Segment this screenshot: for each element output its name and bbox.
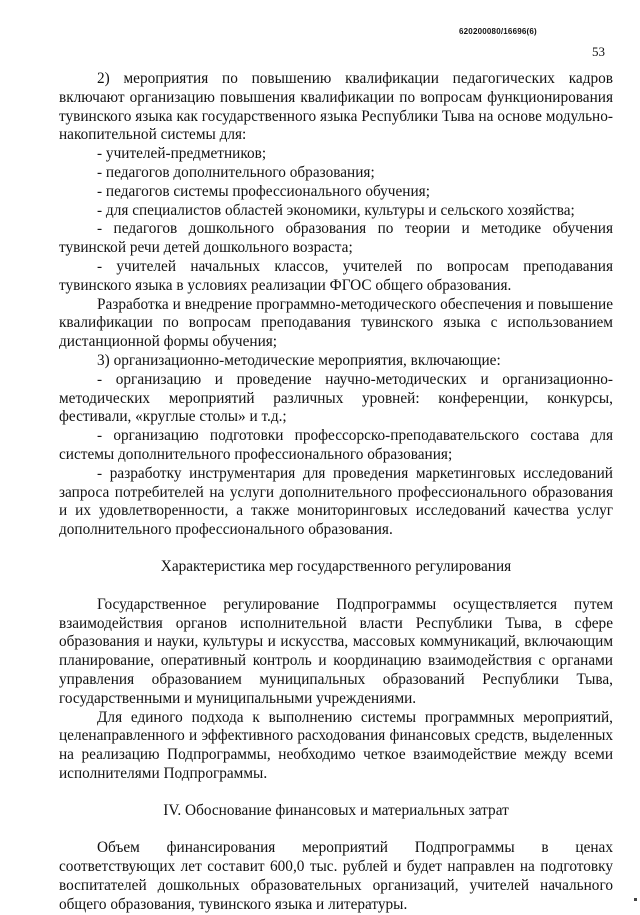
scan-dot (634, 898, 637, 901)
section-heading-finance: IV. Обоснование финансовых и материальных затрат (163, 801, 509, 819)
paragraph-methodical-intro: 3) организационно-методические мероприятия, включающие: (97, 351, 501, 369)
paragraph-coordination: Для единого подхода к выполнению системы программных мероприятий, целенаправленного и эффективного расходования финансовых средств, выделенных на реализацию Подпрограммы, необходимо четкое взаимодействие между всеми исполнителями Подпрограммы. (59, 708, 613, 782)
paragraph-regulation: Государственное регулирование Подпрограммы осуществляется путем взаимодействия органов исполнительной власти Республики Тыва, в сфере образования и науки, культуры и искусства, массовых коммуникаций, включающим планирование, оперативный контроль и координацию взаимодействия с органами управления образованием муниципальных образований Республики Тыва, государственными и муниципальными учреждениями. (59, 595, 613, 707)
document-body (59, 70, 613, 915)
paragraph-training-intro: 2) мероприятия по повышению квалификации педагогических кадров включают организацию повышения квалификации по вопросам функционирования тувинского языка как государственного языка Республики Тыва на основе модульно-накопительной системы для: (59, 70, 613, 144)
section-heading-regulation: Характеристика мер государственного регулирования (160, 557, 512, 575)
paragraph-distance-learning: Разработка и внедрение программно-методического обеспечения и повышение квалификации по вопросам преподавания тувинского языка с использованием дистанционной формы обучения; (59, 295, 613, 351)
list-item: - разработку инструментария для проведения маркетинговых исследований запроса потребителей на услуги дополнительного профессионального образования и их удовлетворенности, а также мониторинговых исследований качества услуг дополнительного профессионального образования. (59, 464, 613, 539)
list-item: - педагогов системы профессионального обучения; (97, 182, 430, 200)
paragraph-finance: Объем финансирования мероприятий Подпрограммы в ценах соответствующих лет составит 600,0 тыс. рублей и будет направлен на подготовку воспитателей дошкольных образовательных организаций, учителей начального общего образования, тувинского языка и литературы. (59, 839, 613, 913)
list-item: - организацию подготовки профессорско-преподавательского состава для системы дополнительного профессионального образования; (59, 427, 613, 463)
page-number: 53 (592, 44, 605, 59)
document-id: 620200080/16696(6) (459, 27, 537, 36)
list-item: - для специалистов областей экономики, культуры и сельского хозяйства; (97, 201, 575, 219)
list-item: - организацию и проведение научно-методических и организационно-методических мероприятий различных уровней: конференции, конкурсы, фестивали, «круглые столы» и т.д.; (59, 370, 613, 426)
list-item: - педагогов дополнительного образования; (97, 163, 375, 181)
list-item: - педагогов дошкольного образования по теории и методике обучения тувинской речи детей дошкольного возраста; (59, 220, 613, 257)
list-item: - учителей начальных классов, учителей по вопросам преподавания тувинского языка в условиях реализации ФГОС общего образования. (59, 257, 613, 294)
list-item: - учителей-предметников; (97, 145, 267, 163)
